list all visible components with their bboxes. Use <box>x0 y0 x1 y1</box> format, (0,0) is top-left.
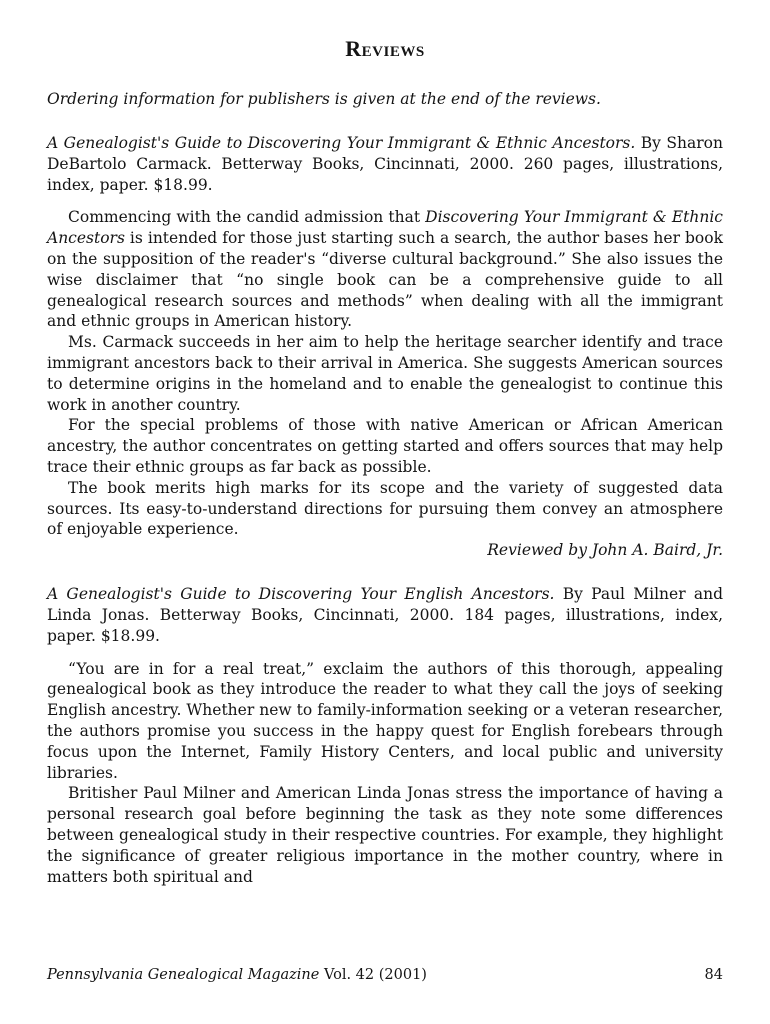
review-2-paragraph-2: Britisher Paul Milner and American Linda Jonas stress the importance of having a personal research goal before beginning the task as they note some differences between genealogical study in their respective countries. For example, they highlight the significance of greater religious importance in the mother country, where in matters both spiritual and <box>47 784 723 886</box>
review-1-paragraph-4: The book merits high marks for its scope and the variety of suggested data sources. Its easy-to-understand directions for pursuing them convey an atmosphere of enjoyable experience. <box>47 478 723 539</box>
review-1-citation <box>47 133 723 195</box>
review-2-citation <box>47 584 723 646</box>
page-body <box>47 36 723 887</box>
page-footer <box>47 966 723 984</box>
review-1-paragraph-2: Ms. Carmack succeeds in her aim to help the heritage searcher identify and trace immigrant ancestors back to their arrival in America. She suggests American sources to determine origins in the homeland and to enable the genealogist to continue this work in another country. <box>47 333 723 414</box>
review-1-reviewer: Reviewed by John A. Baird, Jr. <box>487 541 723 560</box>
review-2-book-title: A Genealogist's Guide to Discovering Your English Ancestors. <box>47 585 555 604</box>
ordering-note: Ordering information for publishers is given at the end of the reviews. <box>47 90 601 108</box>
review-1-p1-italic-title: Discovering Your Immigrant & Ethnic Ancestors <box>47 208 723 248</box>
review-1-p1-text-b: is intended for those just starting such a search, the author bases her book on the supposition of the reader's “diverse cultural background.” She also issues the wise disclaimer that “no single book can be a comprehensive guide to all genealogical research sources and methods” when dealing with all the immigrant and ethnic groups in American history. <box>47 229 723 331</box>
review-1-p1-text-a: Commencing with the candid admission that <box>68 208 426 227</box>
review-1-paragraph-1 <box>47 207 723 332</box>
footer-journal-name: Pennsylvania Genealogical Magazine <box>47 967 320 983</box>
review-1 <box>47 133 723 561</box>
footer-volume: Vol. 42 (2001) <box>319 967 427 983</box>
review-2 <box>47 584 723 887</box>
page-title: Reviews <box>345 36 425 61</box>
review-1-book-title: A Genealogist's Guide to Discovering Your Immigrant & Ethnic Ancestors. <box>47 134 636 152</box>
review-1-paragraph-3: For the special problems of those with native American or African American ancestry, the author concentrates on getting started and offers sources that may help trace their ethnic groups as far back as possible. <box>47 416 723 476</box>
review-1-publication-details: By Sharon DeBartolo Carmack. Betterway Books, Cincinnati, 2000. 260 pages, illustrations, index, paper. $18.99. <box>47 134 723 194</box>
page-number: 84 <box>704 967 723 983</box>
review-2-publication-details: By Paul Milner and Linda Jonas. Betterway Books, Cincinnati, 2000. 184 pages, illustrations, index, paper. $18.99. <box>47 585 724 645</box>
review-2-paragraph-1: “You are in for a real treat,” exclaim the authors of this thorough, appealing genealogical book as they introduce the reader to what they call the joys of seeking English ancestry. Whether new to family-information seeking or a veteran researcher, the authors promise you success in the happy quest for English forebears through focus upon the Internet, Family History Centers, and local public and university libraries. <box>47 659 723 782</box>
